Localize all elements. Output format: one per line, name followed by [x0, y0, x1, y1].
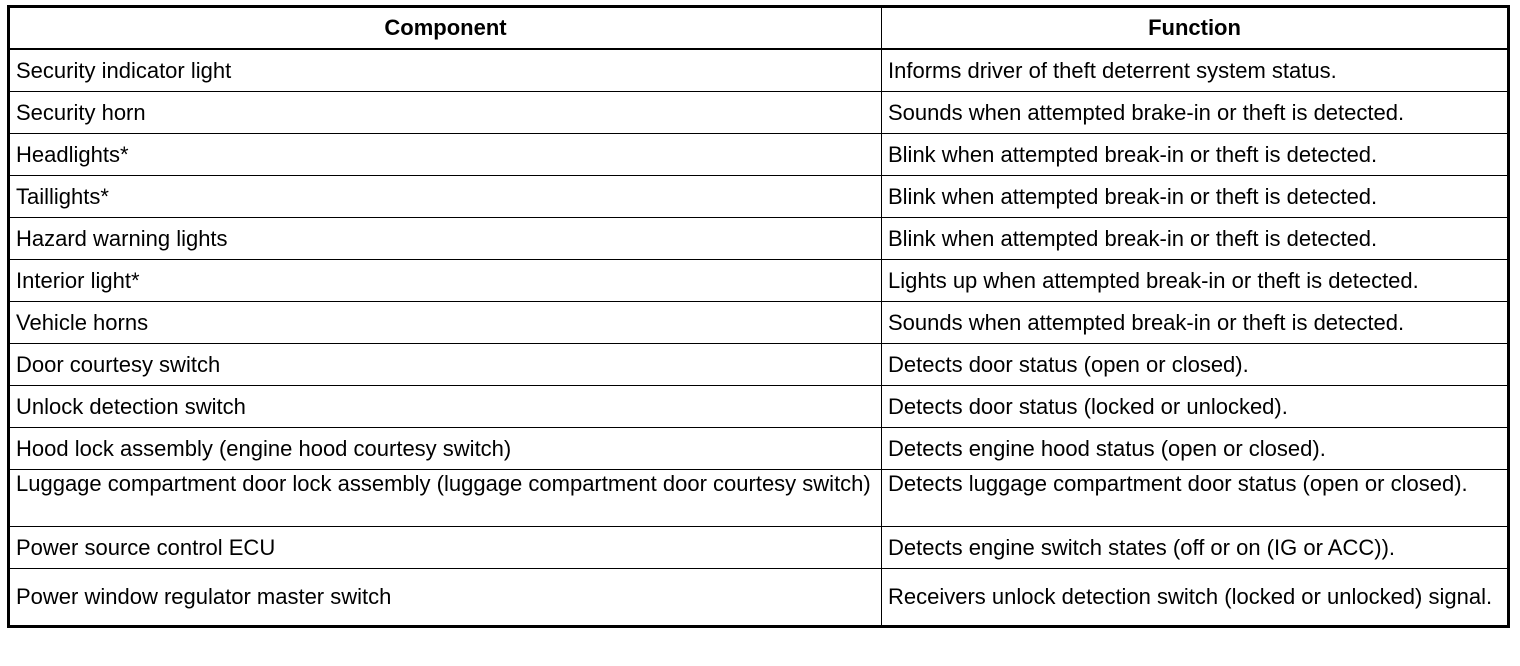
function-cell: Blink when attempted break-in or theft is detected. — [882, 134, 1509, 176]
table-row — [9, 386, 1509, 428]
table-row — [9, 176, 1509, 218]
table-row — [9, 569, 1509, 627]
component-cell: Power window regulator master switch — [9, 569, 882, 627]
component-cell: Vehicle horns — [9, 302, 882, 344]
component-cell: Hazard warning lights — [9, 218, 882, 260]
table-row — [9, 49, 1509, 92]
function-cell: Detects engine hood status (open or closed). — [882, 428, 1509, 470]
header-function: Function — [882, 7, 1509, 50]
function-cell: Informs driver of theft deterrent system status. — [882, 49, 1509, 92]
component-function-table-container — [7, 5, 1507, 628]
function-cell: Detects luggage compartment door status (open or closed). — [882, 470, 1509, 527]
table-row — [9, 470, 1509, 527]
table-row — [9, 302, 1509, 344]
component-function-table — [7, 5, 1510, 628]
function-cell: Detects door status (open or closed). — [882, 344, 1509, 386]
header-component: Component — [9, 7, 882, 50]
component-cell: Door courtesy switch — [9, 344, 882, 386]
component-cell: Taillights* — [9, 176, 882, 218]
component-cell: Luggage compartment door lock assembly (luggage compartment door courtesy switch) — [9, 470, 882, 527]
table-row — [9, 527, 1509, 569]
component-cell: Security indicator light — [9, 49, 882, 92]
function-cell: Detects door status (locked or unlocked). — [882, 386, 1509, 428]
function-cell: Sounds when attempted break-in or theft is detected. — [882, 302, 1509, 344]
function-cell: Receivers unlock detection switch (locked or unlocked) signal. — [882, 569, 1509, 627]
table-row — [9, 92, 1509, 134]
table-row — [9, 344, 1509, 386]
function-cell: Detects engine switch states (off or on (IG or ACC)). — [882, 527, 1509, 569]
component-cell: Unlock detection switch — [9, 386, 882, 428]
table-row — [9, 134, 1509, 176]
component-cell: Security horn — [9, 92, 882, 134]
function-cell: Blink when attempted break-in or theft is detected. — [882, 176, 1509, 218]
component-cell: Power source control ECU — [9, 527, 882, 569]
function-cell: Lights up when attempted break-in or theft is detected. — [882, 260, 1509, 302]
table-header-row — [9, 7, 1509, 50]
table-row — [9, 218, 1509, 260]
component-cell: Headlights* — [9, 134, 882, 176]
component-cell: Interior light* — [9, 260, 882, 302]
component-cell: Hood lock assembly (engine hood courtesy switch) — [9, 428, 882, 470]
table-row — [9, 428, 1509, 470]
function-cell: Blink when attempted break-in or theft is detected. — [882, 218, 1509, 260]
function-cell: Sounds when attempted brake-in or theft is detected. — [882, 92, 1509, 134]
table-row — [9, 260, 1509, 302]
